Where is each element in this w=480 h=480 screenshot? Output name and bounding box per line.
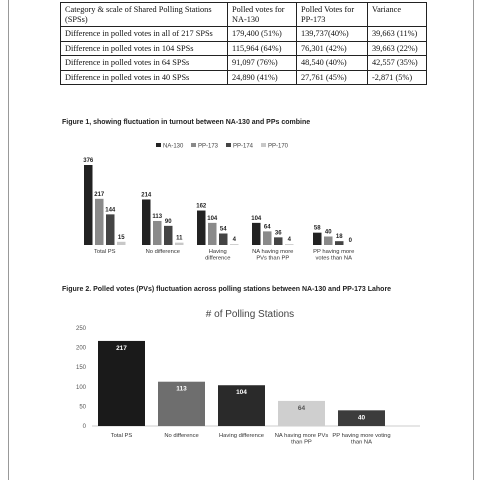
table-cell: 139,737(40%) [297, 27, 368, 42]
data-label: 58 [313, 225, 321, 232]
bar [164, 226, 173, 245]
y-tick-label: 200 [75, 345, 86, 352]
legend-swatch [261, 143, 266, 147]
table-header-cell: Polled Votes for PP-173 [297, 3, 368, 27]
table-cell: Difference in polled votes in all of 217 SPSs [61, 27, 228, 42]
table-cell: Difference in polled votes in 64 SPSs [61, 56, 228, 71]
legend-label: PP-173 [198, 143, 219, 150]
table-cell: 91,097 (76%) [228, 56, 297, 71]
y-tick-label: 0 [82, 424, 86, 430]
bar [335, 241, 344, 245]
data-label: 18 [335, 234, 343, 241]
polled-votes-table [60, 2, 427, 85]
data-label: 4 [232, 237, 236, 244]
bar [219, 234, 228, 245]
bar [230, 244, 239, 245]
category-label: PP having more votes than NA [313, 249, 355, 262]
data-label: 0 [348, 238, 352, 244]
bar [153, 221, 162, 245]
legend-swatch [156, 143, 161, 147]
bar [142, 199, 151, 245]
y-tick-label: 100 [75, 384, 86, 391]
table-cell: 24,890 (41%) [228, 70, 297, 85]
legend-swatch [226, 143, 231, 147]
table-row [61, 70, 427, 85]
bar [175, 243, 184, 245]
table-cell: 39,663 (22%) [368, 41, 427, 56]
figure-2-chart [60, 300, 430, 480]
data-label: 40 [324, 229, 332, 236]
bar [274, 237, 283, 245]
bar [84, 165, 93, 245]
data-label: 376 [83, 158, 94, 164]
bar [252, 223, 261, 245]
data-label: 144 [105, 207, 116, 214]
data-label: 64 [263, 224, 271, 231]
bar [106, 214, 115, 245]
data-label: 40 [357, 414, 366, 422]
data-label: 54 [219, 226, 227, 233]
table-cell: 27,761 (45%) [297, 70, 368, 85]
figure-1-caption: Figure 1, showing fluctuation in turnout between NA-130 and PPs combine [62, 119, 311, 126]
bar [197, 211, 206, 245]
data-label: 11 [176, 235, 183, 242]
data-label: 36 [274, 230, 282, 237]
table-header-row [61, 3, 427, 27]
table-cell: 115,964 (64%) [228, 41, 297, 56]
table-row [61, 56, 427, 71]
table-header-cell: Category & scale of Shared Polling Stations (SPSs) [61, 3, 228, 27]
bar [263, 231, 272, 245]
table-cell: 179,400 (51%) [228, 27, 297, 42]
bar [208, 223, 217, 245]
data-label: 214 [141, 192, 152, 199]
data-label: 4 [287, 237, 291, 244]
category-label: NA having more PVs than PP [274, 433, 329, 446]
legend-swatch [191, 143, 196, 147]
table-header-cell: Polled votes for NA-130 [228, 3, 297, 27]
legend-label: PP-174 [233, 143, 254, 150]
table-row [61, 41, 427, 56]
data-label: 15 [117, 234, 125, 241]
figure-2-caption: Figure 2. Polled votes (PVs) fluctuation across polling stations between NA-130 and PP-173 Lahore [62, 286, 392, 293]
data-label: 113 [152, 213, 163, 220]
table-cell: 42,557 (35%) [368, 56, 427, 71]
category-label: Total PS [110, 433, 133, 439]
bar [324, 236, 333, 245]
chart-title: # of Polling Stations [205, 309, 295, 320]
table-header-cell: Variance [368, 3, 427, 27]
category-label: No difference [164, 433, 199, 439]
table-cell: -2,871 (5%) [368, 70, 427, 85]
table-cell: 76,301 (42%) [297, 41, 368, 56]
category-label: No difference [145, 249, 180, 255]
data-label: 113 [176, 385, 187, 393]
y-tick-label: 150 [75, 365, 86, 372]
data-label: 104 [236, 389, 247, 397]
bar [98, 341, 145, 426]
table-cell: Difference in polled votes in 104 SPSs [61, 41, 228, 56]
y-tick-label: 250 [75, 326, 86, 332]
category-label: PP having more voting than NA [332, 433, 391, 446]
data-label: 104 [207, 215, 218, 222]
data-label: 90 [164, 218, 172, 225]
data-label: 64 [297, 404, 306, 412]
bar [95, 199, 104, 245]
table-row [61, 27, 427, 42]
legend-label: PP-170 [268, 143, 289, 150]
data-label: 104 [251, 215, 262, 222]
category-label: NA having more PVs than PP [252, 249, 294, 262]
legend-label: NA-130 [163, 143, 184, 150]
y-tick-label: 50 [79, 404, 86, 411]
table-cell: 48,540 (40%) [297, 56, 368, 71]
table-cell: Difference in polled votes in 40 SPSs [61, 70, 228, 85]
bar [117, 242, 126, 245]
category-label: Total PS [93, 249, 116, 255]
bar [313, 233, 322, 245]
figure-1-chart [60, 136, 430, 270]
data-label: 217 [94, 191, 105, 198]
category-label: Having difference [205, 249, 231, 262]
category-label: Having difference [218, 433, 265, 439]
data-label: 162 [196, 203, 207, 210]
bar [285, 244, 294, 245]
table-cell: 39,663 (11%) [368, 27, 427, 42]
data-label: 217 [116, 344, 127, 352]
